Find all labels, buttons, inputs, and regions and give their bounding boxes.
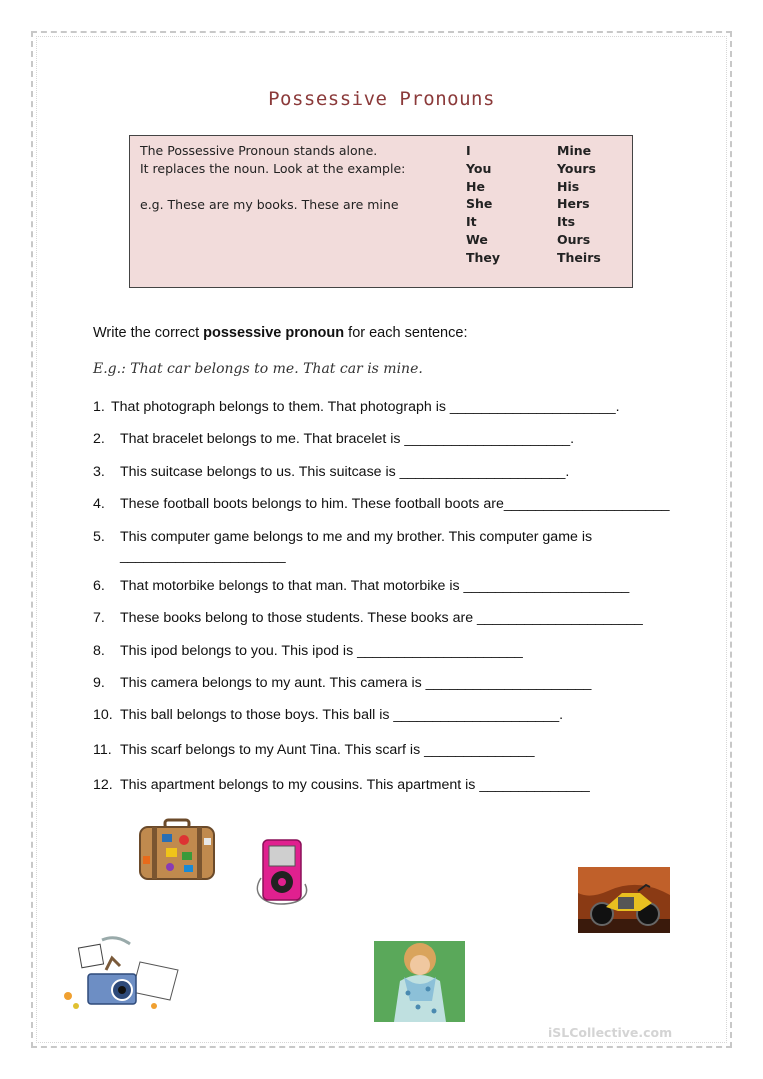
subject-pronoun: We <box>466 231 488 247</box>
subject-pronoun: He <box>466 178 485 194</box>
possessive-pronoun: Theirs <box>557 249 601 265</box>
example-sentence: E.g.: That car belongs to me. That car is mine. <box>93 361 423 377</box>
question-text: That photograph belongs to them. That photograph is _____________________. <box>111 399 620 415</box>
subject-pronoun: It <box>466 214 477 230</box>
question-text: This ball belongs to those boys. This ball is _____________________. <box>120 707 564 723</box>
question-text: That bracelet belongs to me. That bracelet is _____________________. <box>120 431 575 447</box>
instruction-text: Write the correct <box>93 325 204 341</box>
question-number: 6. <box>93 578 105 594</box>
question-2 <box>93 431 574 447</box>
question-number: 8. <box>93 643 105 659</box>
question-number: 4. <box>93 496 105 512</box>
possessive-pronoun: Mine <box>557 143 592 158</box>
possessive-pronoun: Yours <box>557 160 596 176</box>
question-5 <box>93 529 592 545</box>
question-number: 12. <box>93 777 113 793</box>
question-number: 2. <box>93 431 105 447</box>
question-7 <box>93 610 643 626</box>
scarf-image <box>374 941 465 1022</box>
question-text: This computer game belongs to me and my brother. This computer game is <box>120 529 593 545</box>
question-3 <box>93 464 569 480</box>
question-text: This suitcase belongs to us. This suitcase is _____________________. <box>120 464 570 480</box>
possessive-pronoun: Hers <box>557 196 590 212</box>
question-10 <box>93 707 563 723</box>
possessive-pronoun: His <box>557 178 580 194</box>
watermark: iSLCollective.com <box>548 1025 673 1040</box>
rule-line: It replaces the noun. Look at the example: <box>140 161 406 176</box>
instruction-keyword: possessive pronoun <box>203 325 345 341</box>
question-text: These books belong to those students. These books are _____________________ <box>120 610 643 626</box>
question-number: 1. <box>93 399 105 415</box>
question-number: 11. <box>93 742 112 758</box>
question-text: These football boots belongs to him. These football boots are_____________________ <box>120 496 670 512</box>
question-1 <box>93 399 620 415</box>
question-9 <box>93 675 591 691</box>
rule-line: The Possessive Pronoun stands alone. <box>140 143 378 158</box>
question-11 <box>93 742 535 758</box>
question-number: 3. <box>93 464 105 480</box>
question-number: 5. <box>93 529 105 545</box>
question-text: That motorbike belongs to that man. That motorbike is _____________________ <box>120 578 630 594</box>
possessive-pronoun: Ours <box>557 231 591 247</box>
subject-pronoun: You <box>466 160 492 176</box>
suitcase-image <box>138 818 216 882</box>
question-text: This scarf belongs to my Aunt Tina. This scarf is ______________ <box>120 742 535 758</box>
ipod-image <box>253 838 313 908</box>
question-text: This camera belongs to my aunt. This camera is _____________________ <box>120 675 592 691</box>
rule-line: e.g. These are my books. These are mine <box>140 197 399 212</box>
grammar-rule-box <box>129 135 633 288</box>
question-12 <box>93 777 590 793</box>
subject-pronoun-list <box>466 142 500 267</box>
rule-line <box>140 178 460 196</box>
instruction-text-end: for each sentence: <box>344 325 468 341</box>
question-number: 10. <box>93 707 113 723</box>
question-number: 7. <box>93 610 105 626</box>
question-text: This apartment belongs to my cousins. This apartment is ______________ <box>120 777 590 793</box>
motorbike-image <box>578 867 670 933</box>
possessive-pronoun: Its <box>557 214 576 230</box>
question-text: This ipod belongs to you. This ipod is _____________________ <box>120 643 523 659</box>
subject-pronoun: She <box>466 196 493 212</box>
rule-explanation <box>140 142 460 214</box>
question-8 <box>93 643 523 659</box>
question-4 <box>93 496 670 512</box>
question-5-answer-line: _____________________ <box>120 548 286 564</box>
question-number: 9. <box>93 675 105 691</box>
possessive-pronoun-list <box>557 142 601 267</box>
camera-image <box>60 936 184 1012</box>
instruction <box>93 325 467 341</box>
subject-pronoun: They <box>466 249 501 265</box>
subject-pronoun: I <box>466 143 471 158</box>
question-6 <box>93 578 629 594</box>
worksheet-title: Possessive Pronouns <box>268 88 495 110</box>
